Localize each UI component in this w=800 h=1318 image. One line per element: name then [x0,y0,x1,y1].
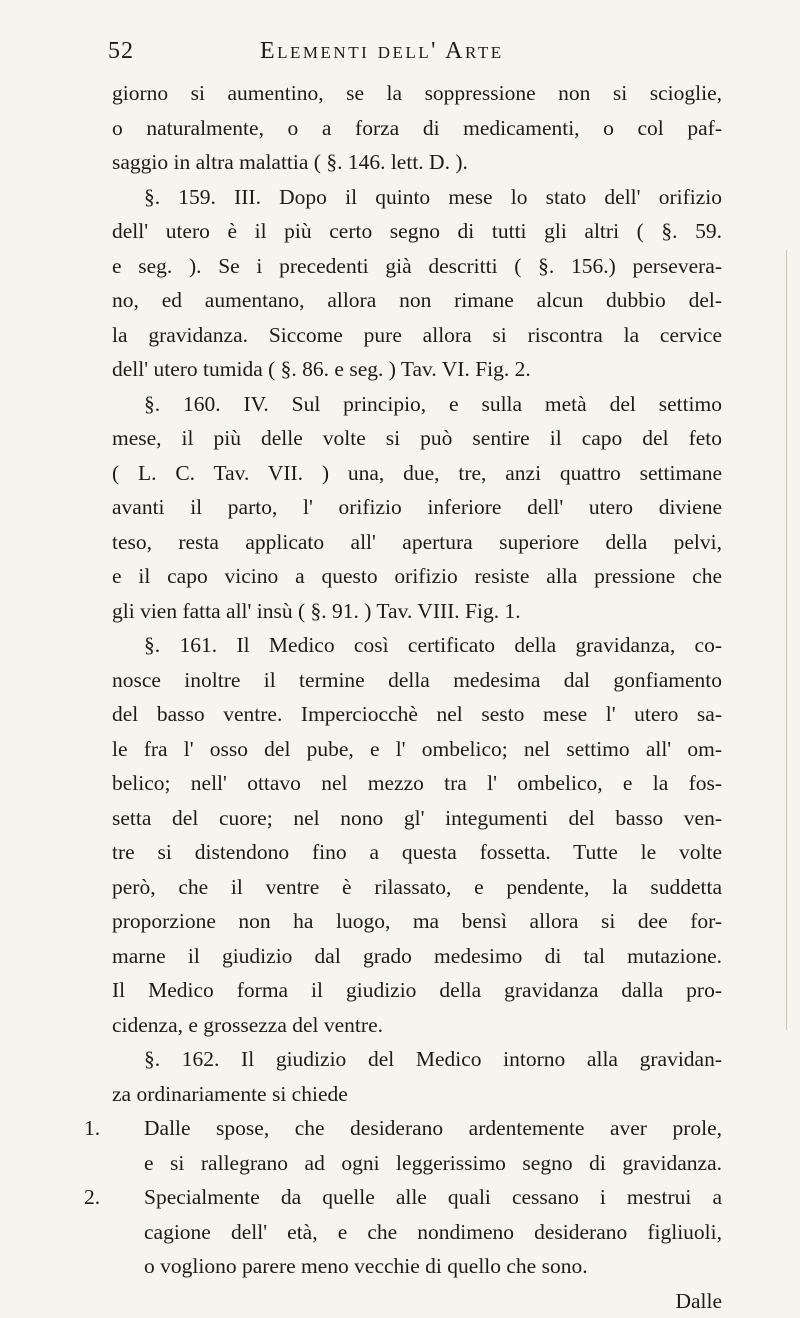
line-text: giorno si aumentino, se la soppressione non si scioglie, [112,81,722,105]
text-line [112,1008,722,1043]
line-text: e seg. ). Se i precedenti già descritti ( §. 156.) persevera- [112,254,722,278]
text-line [112,1111,722,1146]
line-text: e il capo vicino a questo orifizio resiste alla pressione che [112,564,722,588]
text-line [112,318,722,353]
text-line [112,1077,722,1112]
line-text: Specialmente da quelle alle quali cessano i mestrui a [144,1185,722,1209]
text-line [112,111,722,146]
line-text: però, che il ventre è rilassato, e pendente, la suddetta [112,875,722,899]
text-line [112,421,722,456]
line-text: cidenza, e grossezza del ventre. [112,1013,383,1037]
line-text: le fra l' osso del pube, e l' ombelico; nel settimo all' om- [112,737,722,761]
text-line [112,1215,722,1250]
line-text: setta del cuore; nel nono gl' integumenti del basso ven- [112,806,722,830]
line-text: e si rallegrano ad ogni leggerissimo segno di gravidanza. [144,1151,722,1175]
line-text: dell' utero è il più certo segno di tutti gli altri ( §. 59. [112,219,722,243]
line-text: la gravidanza. Siccome pure allora si riscontra la cervice [112,323,722,347]
text-line [112,939,722,974]
line-text: §. 160. IV. Sul principio, e sulla metà del settimo [144,392,722,416]
page-header [108,38,718,74]
page-edge-divider [786,250,787,1030]
line-text: gli vien fatta all' insù ( §. 91. ) Tav. VIII. Fig. 1. [112,599,521,623]
list-item-number: 1. [84,1111,100,1146]
line-text: proporzione non ha luogo, ma bensì allora si dee for- [112,909,722,933]
line-text: Dalle spose, che desiderano ardentemente aver prole, [144,1116,722,1140]
text-line [112,1146,722,1181]
line-text: mese, il più delle volte si può sentire il capo del feto [112,426,722,450]
text-line [112,214,722,249]
text-line [112,697,722,732]
line-text: §. 159. III. Dopo il quinto mese lo stato dell' orifizio [144,185,722,209]
line-text: tre si distendono fino a questa fossetta. Tutte le volte [112,840,722,864]
list-item-number: 2. [84,1180,100,1215]
catchword: Dalle [112,1284,722,1318]
text-line [112,801,722,836]
line-text: teso, resta applicato all' apertura superiore della pelvi, [112,530,722,554]
line-text: dell' utero tumida ( §. 86. e seg. ) Tav. VI. Fig. 2. [112,357,531,381]
line-text: Il Medico forma il giudizio della gravidanza dalla pro- [112,978,722,1002]
text-line [112,490,722,525]
text-line [112,904,722,939]
line-text: o naturalmente, o a forza di medicamenti, o col paf- [112,116,722,140]
text-line [112,732,722,767]
text-line [112,249,722,284]
text-line [112,456,722,491]
line-text: §. 161. Il Medico così certificato della gravidanza, co- [144,633,722,657]
text-line [112,76,722,111]
text-line [112,973,722,1008]
page-number: 52 [108,38,134,65]
text-line [112,766,722,801]
line-text: cagione dell' età, e che nondimeno desiderano figliuoli, [144,1220,722,1244]
line-text: avanti il parto, l' orifizio inferiore dell' utero diviene [112,495,722,519]
text-line [112,1042,722,1077]
text-line [112,145,722,180]
text-line [112,559,722,594]
text-line [112,352,722,387]
text-line [112,594,722,629]
running-title: Elementi dell' Arte [260,38,504,65]
line-text: del basso ventre. Imperciocchè nel sesto mese l' utero sa- [112,702,722,726]
text-line [112,628,722,663]
line-text: o vogliono parere meno vecchie di quello che sono. [144,1254,588,1278]
line-text: za ordinariamente si chiede [112,1082,348,1106]
text-line [112,180,722,215]
text-line [112,1180,722,1215]
line-text: marne il giudizio dal grado medesimo di tal mutazione. [112,944,722,968]
line-text: belico; nell' ottavo nel mezzo tra l' ombelico, e la fos- [112,771,722,795]
line-text: nosce inoltre il termine della medesima dal gonfiamento [112,668,722,692]
line-text: ( L. C. Tav. VII. ) una, due, tre, anzi quattro settimane [112,461,722,485]
body-text [112,76,722,1318]
line-text: §. 162. Il giudizio del Medico intorno alla gravidan- [144,1047,722,1071]
text-line [112,1249,722,1284]
text-line [112,870,722,905]
text-line [112,283,722,318]
text-line [112,525,722,560]
text-line [112,835,722,870]
text-line [112,663,722,698]
line-text: saggio in altra malattia ( §. 146. lett. D. ). [112,150,468,174]
text-line [112,387,722,422]
line-text: no, ed aumentano, allora non rimane alcun dubbio del- [112,288,722,312]
